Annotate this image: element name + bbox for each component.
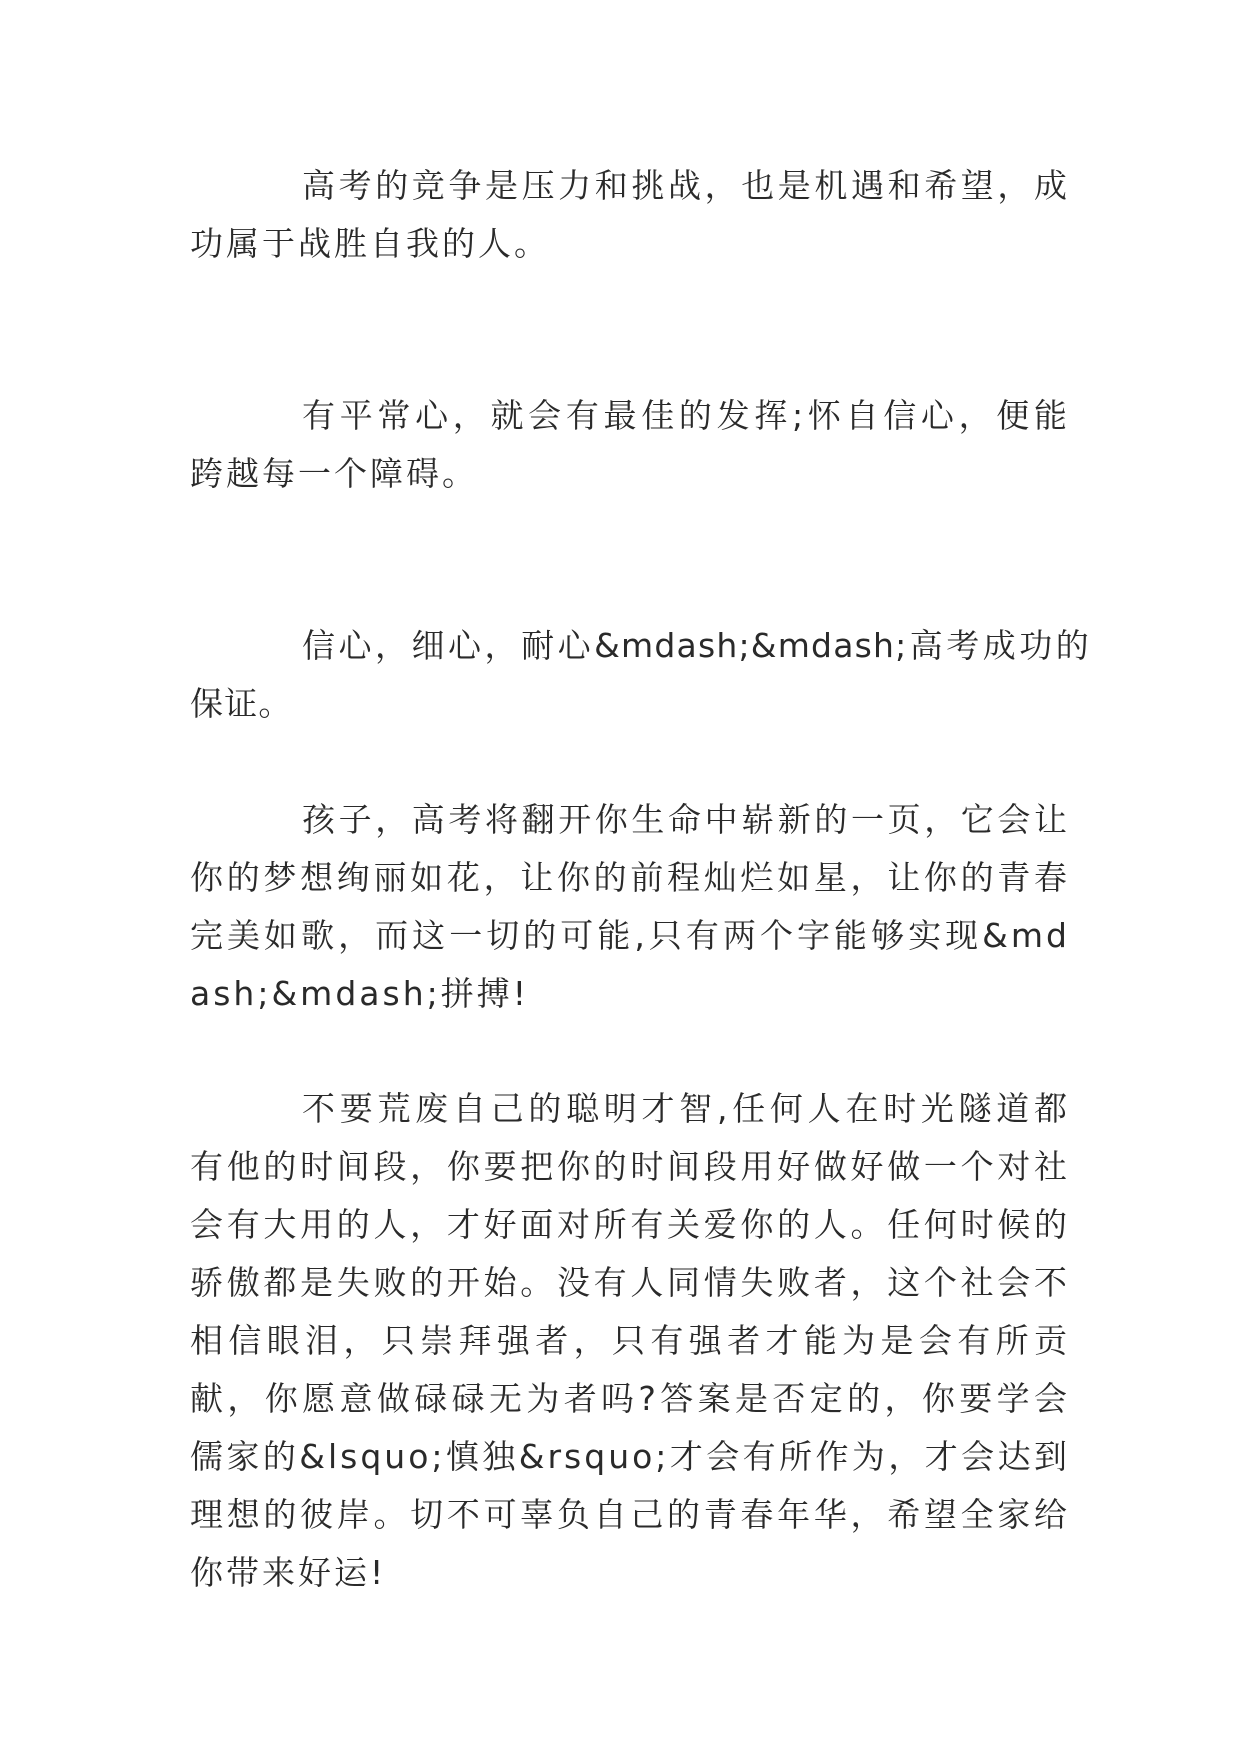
paragraph-1: 高考的竞争是压力和挑战，也是机遇和希望，成功属于战胜自我的人。	[190, 166, 1070, 263]
paragraph-3: 信心，细心，耐心&mdash;&mdash;高考成功的保证。	[190, 626, 1090, 723]
paragraph-4: 孩子，高考将翻开你生命中崭新的一页，它会让你的梦想绚丽如花，让你的前程灿烂如星，让你的青春完美如歌，而这一切的可能,只有两个字能够实现&mdash;&mdash;拼搏!	[190, 800, 1070, 1013]
paragraph-5: 不要荒废自己的聪明才智,任何人在时光隧道都有他的时间段，你要把你的时间段用好做好做一个对社会有大用的人，才好面对所有关爱你的人。任何时候的骄傲都是失败的开始。没有人同情失败者，这个社会不相信眼泪，只崇拜强者，只有强者才能为是会有所贡献，你愿意做碌碌无为者吗?答案是否定的，你要学会儒家的&lsquo;慎独&rsquo;才会有所作为，才会达到理想的彼岸。切不可辜负自己的青春年华，希望全家给你带来好运!	[190, 1089, 1070, 1592]
paragraph-2: 有平常心，就会有最佳的发挥;怀自信心，便能跨越每一个障碍。	[190, 396, 1070, 493]
